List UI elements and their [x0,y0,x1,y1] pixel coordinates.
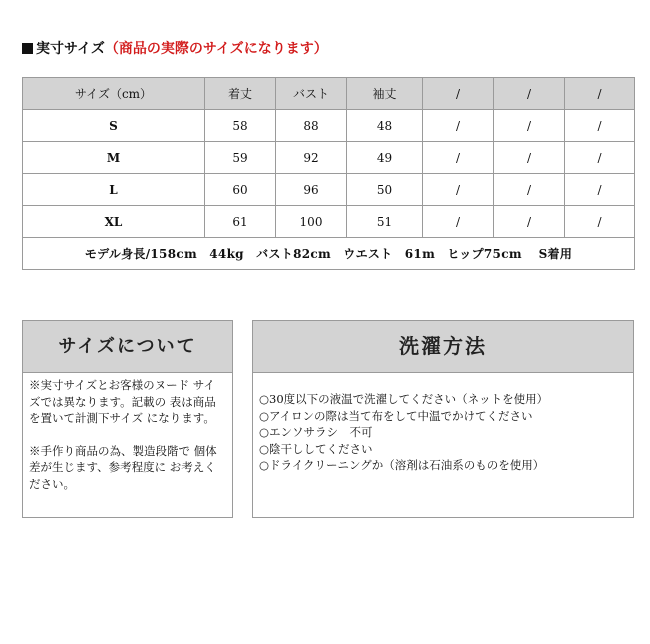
cell-empty: / [423,142,494,174]
cell-empty: / [423,206,494,238]
cell-empty: / [423,174,494,206]
cell-empty: / [565,142,635,174]
cell-bust: 100 [276,206,347,238]
table-row [23,110,635,142]
cell-empty: / [494,142,565,174]
cell-empty: / [565,206,635,238]
size-label: XL [23,206,205,238]
header-empty: / [565,78,635,110]
about-size-heading: サイズについて [23,321,232,373]
cell-empty: / [565,174,635,206]
about-size-panel [22,320,233,518]
list-item: ○エンソサラシ 不可 [259,425,373,439]
header-empty: / [423,78,494,110]
table-row [23,174,635,206]
about-size-note-2: ※手作り商品の為、製造段階で 個体差が生じます、参考程度に お考えください。 [29,443,217,491]
size-label: S [23,110,205,142]
cell-length: 58 [205,110,276,142]
cell-bust: 88 [276,110,347,142]
list-item: ○陰干ししてください [259,441,373,456]
washing-panel [252,320,634,518]
about-size-body [23,373,232,496]
list-item: ○30度以下の液温で洗濯してください（ネットを使用） [259,392,549,406]
cell-bust: 96 [276,174,347,206]
section-title-note: （商品の実際のサイズになります） [104,41,328,57]
cell-empty: / [494,110,565,142]
section-title-main: 実寸サイズ [36,41,105,57]
header-empty: / [494,78,565,110]
section-title [22,38,328,58]
about-size-note-1: ※実寸サイズとお客様のヌード サイズでは異なります。記載の 表は商品を置いて計測下サイズ になります。 [29,378,216,425]
cell-sleeve: 49 [347,142,423,174]
cell-sleeve: 48 [347,110,423,142]
header-sleeve: 袖丈 [347,78,423,110]
header-size: サイズ（cm） [23,78,205,110]
cell-length: 61 [205,206,276,238]
header-bust: バスト [276,78,347,110]
list-item: ○ドライクリーニングか（溶剤は石油系のものを使用） [259,458,545,472]
size-label: L [23,174,205,206]
cell-empty: / [423,110,494,142]
cell-bust: 92 [276,142,347,174]
washing-heading: 洗濯方法 [253,321,633,373]
list-item: ○アイロンの際は当て布をして中温でかけてください [259,408,533,423]
cell-sleeve: 50 [347,174,423,206]
cell-sleeve: 51 [347,206,423,238]
cell-empty: / [494,206,565,238]
cell-length: 60 [205,174,276,206]
cell-empty: / [565,110,635,142]
model-info-row [23,238,635,270]
cell-length: 59 [205,142,276,174]
table-row [23,206,635,238]
model-info: モデル身長/158cm 44kg バスト82cm ウエスト 61m ヒップ75cm S着用 [23,238,635,270]
square-bullet-icon [22,43,33,54]
table-row [23,142,635,174]
header-length: 着丈 [205,78,276,110]
washing-list [253,373,633,474]
size-table [22,77,635,270]
size-label: M [23,142,205,174]
cell-empty: / [494,174,565,206]
size-table-header [23,78,635,110]
